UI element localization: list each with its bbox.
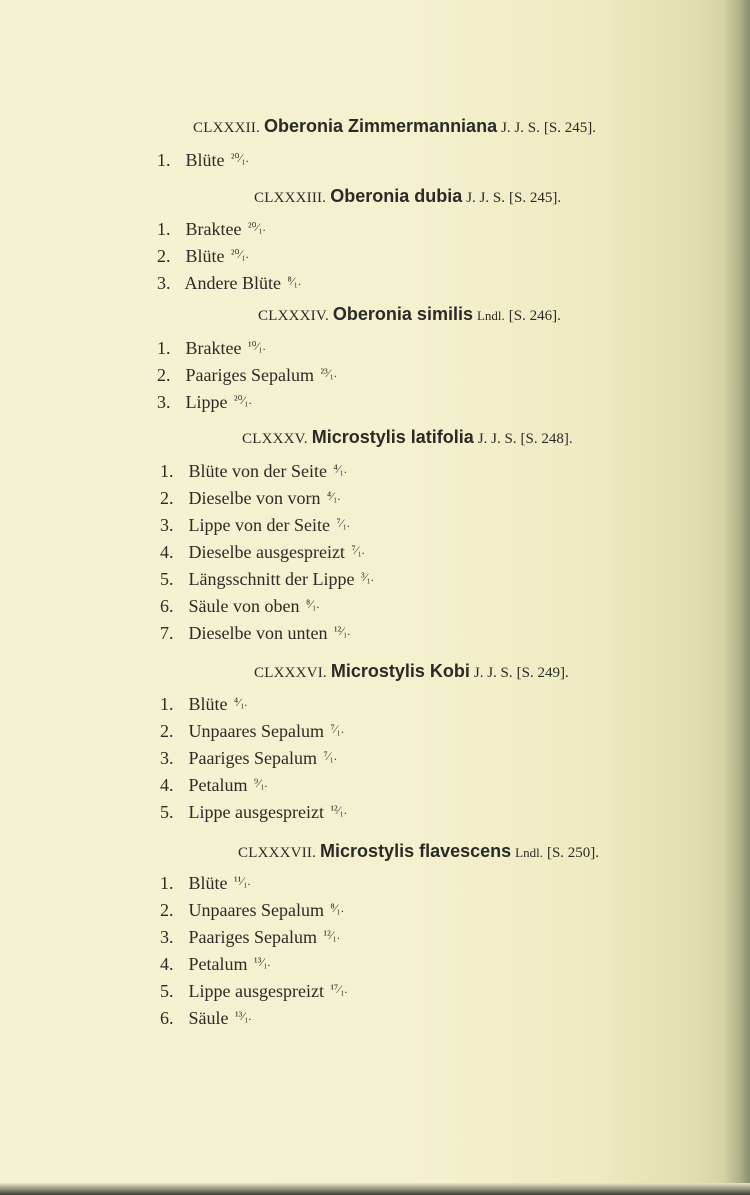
species-name: Microstylis flavescens xyxy=(320,841,512,861)
magnification: ¹²⁄₁. xyxy=(333,624,351,638)
list-item: 2. Paariges Sepalum $^{^{23}⁄_1.}$ xyxy=(157,365,337,385)
page-edge-shadow xyxy=(724,0,750,1195)
magnification: ⁸⁄₁. xyxy=(305,597,320,611)
magnification: ²⁰⁄₁. xyxy=(247,220,266,234)
list-item: 5. Lippe ausgespreizt $^{^{12}⁄_1.}$ xyxy=(160,802,347,822)
magnification: ¹¹⁄₁. xyxy=(234,874,251,888)
list-item: 1. Blüte $^{^4⁄_1.}$ xyxy=(160,694,248,714)
species-name: Microstylis latifolia xyxy=(311,427,474,447)
plate-number: CLXXXII. xyxy=(193,120,261,136)
section-heading xyxy=(254,661,569,682)
list-item: 1. Blüte $^{^{11}⁄_1.}$ xyxy=(160,873,251,893)
section-heading xyxy=(238,841,599,862)
plate-number: CLXXXIII. xyxy=(254,190,327,206)
list-item: 1. Braktee $^{^{10}⁄_1.}$ xyxy=(157,338,266,358)
author-citation: J. J. S. xyxy=(501,120,540,136)
magnification: ⁴⁄₁. xyxy=(234,695,248,709)
magnification: ²³⁄₁. xyxy=(320,366,337,380)
list-item: 4. Petalum $^{^{13}⁄_1.}$ xyxy=(160,954,271,974)
page-reference: [S. 248]. xyxy=(520,431,573,447)
magnification: ⁷⁄₁. xyxy=(336,516,350,530)
list-item: 5. Längsschnitt der Lippe $^{^3⁄_1.}$ xyxy=(160,569,374,589)
magnification: ¹³⁄₁. xyxy=(235,1009,252,1023)
list-item: 2. Blüte $^{^{20}⁄_1.}$ xyxy=(157,246,249,266)
magnification: ⁸⁄₁. xyxy=(330,901,344,915)
species-name: Oberonia Zimmermanniana xyxy=(264,116,498,136)
author-citation: J. J. S. xyxy=(477,431,517,447)
plate-number: CLXXXVII. xyxy=(238,845,317,861)
magnification: ¹²⁄₁. xyxy=(323,928,340,942)
magnification: ⁹⁄₁. xyxy=(254,776,268,790)
section-heading xyxy=(242,427,573,448)
list-item: 3. Lippe von der Seite $^{^7⁄_1.}$ xyxy=(160,515,350,535)
list-item: 4. Petalum $^{^9⁄_1.}$ xyxy=(160,775,268,795)
magnification: ³⁄₁. xyxy=(360,570,374,584)
page-bottom-edge xyxy=(0,1183,750,1195)
magnification: ²⁰⁄₁. xyxy=(231,247,249,261)
list-item: 5. Lippe ausgespreizt $^{^{17}⁄_1.}$ xyxy=(160,981,348,1001)
author-citation: J. J. S. xyxy=(473,665,513,681)
plate-number: CLXXXV. xyxy=(242,431,308,447)
plate-number: CLXXXVI. xyxy=(254,665,327,681)
section-heading xyxy=(258,304,561,325)
list-item: 1. Blüte $^{^{20}⁄_1.}$ xyxy=(157,150,249,170)
magnification: ²⁰⁄₁. xyxy=(234,393,252,407)
page-reference: [S. 245]. xyxy=(509,190,562,206)
section-heading xyxy=(193,116,596,137)
list-item: 7. Dieselbe von unten $^{^{12}⁄_1.}$ xyxy=(160,623,351,643)
magnification: ⁸⁄₁. xyxy=(287,274,301,288)
species-name: Oberonia similis xyxy=(332,304,473,324)
magnification: ⁴⁄₁. xyxy=(326,489,341,503)
magnification: ⁴⁄₁. xyxy=(333,462,347,476)
magnification: ¹³⁄₁. xyxy=(254,955,271,969)
list-item: 3. Lippe $^{^{20}⁄_1.}$ xyxy=(157,392,252,412)
list-item: 6. Säule von oben $^{^8⁄_1.}$ xyxy=(160,596,320,616)
magnification: ²⁰⁄₁. xyxy=(231,151,249,165)
list-item: 2. Unpaares Sepalum $^{^8⁄_1.}$ xyxy=(160,900,344,920)
magnification: ⁷⁄₁. xyxy=(351,543,365,557)
author-citation: Lndl. xyxy=(515,845,543,860)
section-heading xyxy=(254,186,561,207)
species-name: Oberonia dubia xyxy=(330,186,463,206)
page-reference: [S. 250]. xyxy=(546,845,600,861)
species-name: Microstylis Kobi xyxy=(330,661,470,681)
magnification: ⁷⁄₁. xyxy=(330,722,344,736)
plate-number: CLXXXIV. xyxy=(258,308,329,324)
author-citation: J. J. S. xyxy=(466,190,505,206)
list-item: 3. Paariges Sepalum $^{^{12}⁄_1.}$ xyxy=(160,927,340,947)
list-item: 1. Blüte von der Seite $^{^4⁄_1.}$ xyxy=(160,461,347,481)
list-item: 2. Unpaares Sepalum $^{^7⁄_1.}$ xyxy=(160,721,344,741)
list-item: 3. Paariges Sepalum $^{^7⁄_1.}$ xyxy=(160,748,337,768)
list-item: 4. Dieselbe ausgespreizt $^{^7⁄_1.}$ xyxy=(160,542,365,562)
page-reference: [S. 249]. xyxy=(516,665,569,681)
author-citation: Lndl. xyxy=(476,308,505,323)
page-reference: [S. 245]. xyxy=(543,120,596,136)
list-item: 6. Säule $^{^{13}⁄_1.}$ xyxy=(160,1008,252,1028)
list-item: 3. Andere Blüte $^{^8⁄_1.}$ xyxy=(157,273,301,293)
page-reference: [S. 246]. xyxy=(508,308,561,324)
list-item: 1. Braktee $^{^{20}⁄_1.}$ xyxy=(157,219,266,239)
magnification: ¹⁰⁄₁. xyxy=(247,339,266,353)
magnification: ⁷⁄₁. xyxy=(323,749,337,763)
magnification: ¹²⁄₁. xyxy=(330,803,347,817)
magnification: ¹⁷⁄₁. xyxy=(330,982,348,996)
list-item: 2. Dieselbe von vorn $^{^4⁄_1.}$ xyxy=(160,488,341,508)
